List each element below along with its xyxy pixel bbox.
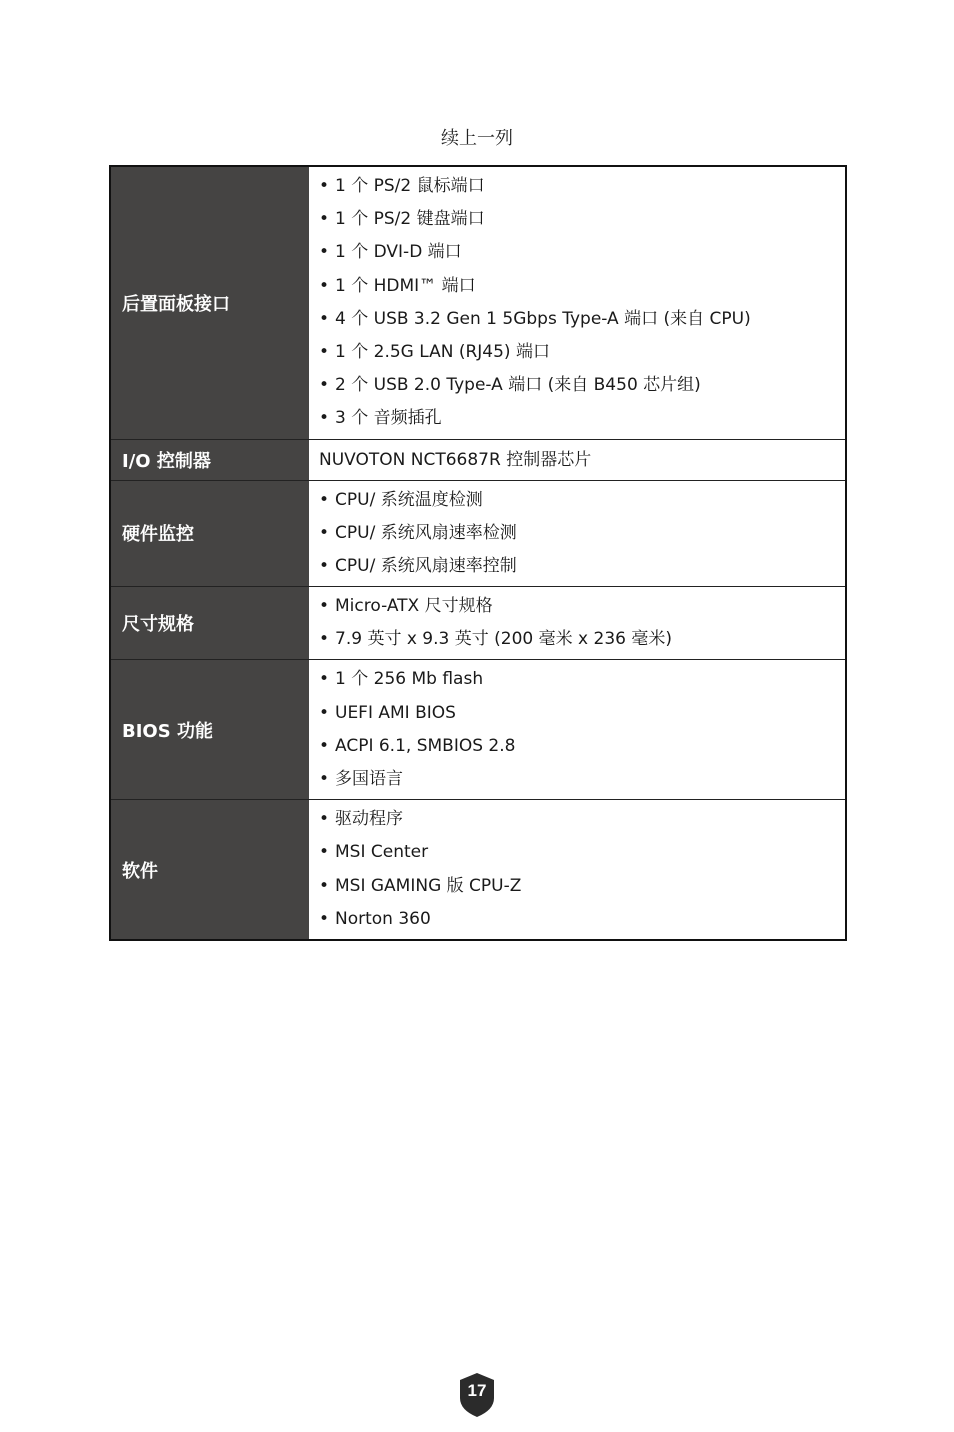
spec-item: • CPU/ 系统风扇速率控制 <box>319 555 517 576</box>
spec-item: • 4 个 USB 3.2 Gen 1 5Gbps Type-A 端口 (来自 CPU) <box>319 308 751 329</box>
spec-row-form-factor <box>110 587 846 660</box>
spec-value <box>309 660 846 800</box>
spec-label: 后置面板接口 <box>110 166 309 439</box>
spec-label: 硬件监控 <box>110 480 309 587</box>
spec-label: 软件 <box>110 800 309 940</box>
spec-row-rear-io <box>110 166 846 439</box>
spec-item: • 1 个 2.5G LAN (RJ45) 端口 <box>319 341 550 362</box>
spec-item: • 多国语言 <box>319 769 403 789</box>
spec-item: • 1 个 256 Mb flash <box>319 669 484 690</box>
spec-item: • 1 个 PS/2 鼠标端口 <box>319 176 485 196</box>
spec-item: • 2 个 USB 2.0 Type-A 端口 (来自 B450 芯片组) <box>319 375 701 396</box>
spec-row-hardware-monitor <box>110 480 846 587</box>
spec-value <box>309 439 846 480</box>
spec-item: NUVOTON NCT6687R 控制器芯片 <box>319 449 592 470</box>
spec-item: • 1 个 PS/2 键盘端口 <box>319 209 485 230</box>
spec-item: • 3 个 音频插孔 <box>319 408 442 429</box>
spec-item: • 1 个 HDMI™ 端口 <box>319 275 476 296</box>
spec-item: • CPU/ 系统风扇速率检测 <box>319 522 517 543</box>
spec-item: • UEFI AMI BIOS <box>319 702 456 723</box>
spec-table <box>109 165 847 941</box>
spec-item: • 1 个 DVI-D 端口 <box>319 242 462 263</box>
spec-item: • Micro-ATX 尺寸规格 <box>319 596 493 617</box>
spec-row-software <box>110 800 846 940</box>
spec-item: • Norton 360 <box>319 908 431 929</box>
spec-item: • MSI Center <box>319 842 429 863</box>
spec-item: • CPU/ 系统温度检测 <box>319 489 483 510</box>
page-number-badge <box>458 1372 496 1418</box>
continued-from-previous-note: 续上一列 <box>441 128 513 149</box>
spec-label: BIOS 功能 <box>110 660 309 800</box>
spec-label: 尺寸规格 <box>110 587 309 660</box>
spec-value <box>309 480 846 587</box>
page-number: 17 <box>467 1381 487 1400</box>
spec-value <box>309 587 846 660</box>
spec-item: • ACPI 6.1, SMBIOS 2.8 <box>319 735 516 756</box>
spec-item: • 驱动程序 <box>319 809 403 830</box>
spec-item: • 7.9 英寸 x 9.3 英寸 (200 毫米 x 236 毫米) <box>319 629 672 650</box>
spec-value <box>309 166 846 439</box>
spec-row-io-controller <box>110 439 846 480</box>
spec-item: • MSI GAMING 版 CPU-Z <box>319 875 522 896</box>
spec-label: I/O 控制器 <box>110 439 309 480</box>
spec-value <box>309 800 846 940</box>
spec-row-bios <box>110 660 846 800</box>
